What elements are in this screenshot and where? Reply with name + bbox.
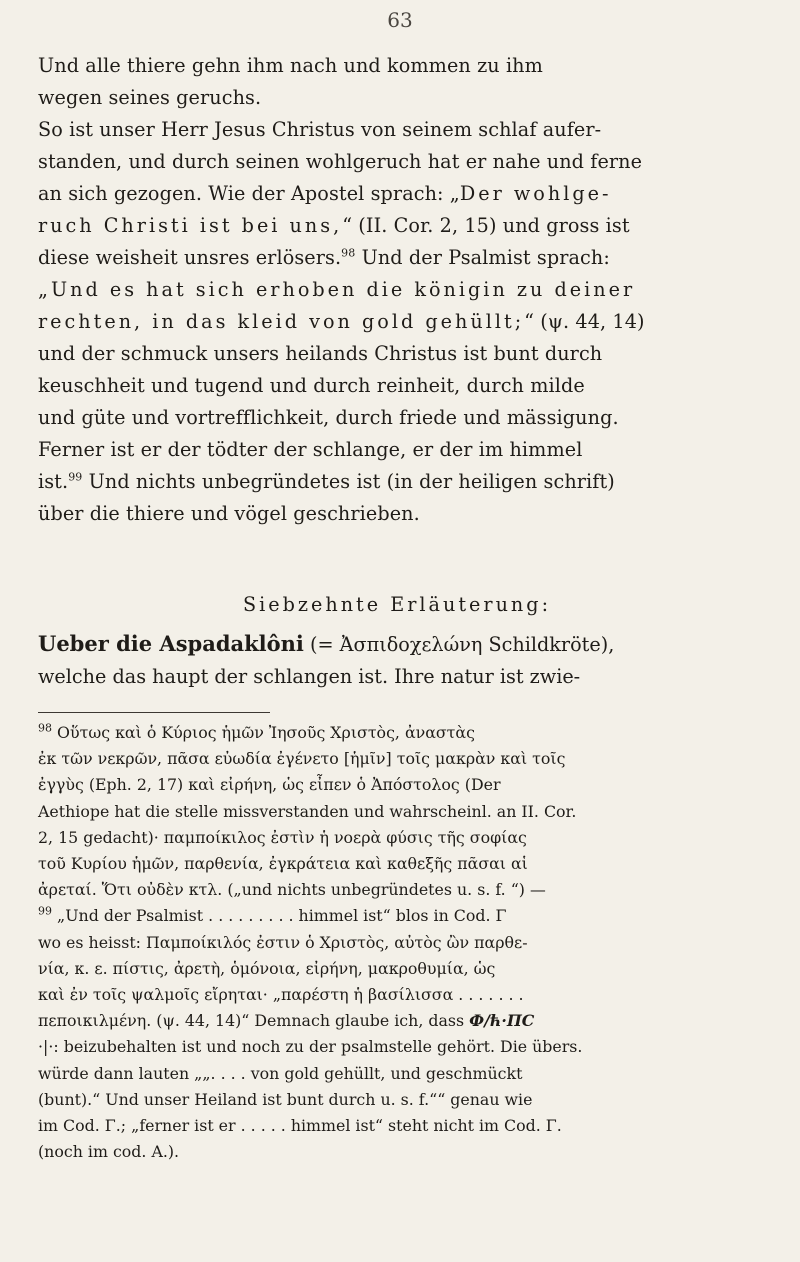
text-span: an sich gezogen. Wie der Apostel sprach: „ — [38, 182, 460, 205]
text-span: „Und der Psalmist . . . . . . . . . himmel ist“ blos in Cod. Γ — [52, 906, 507, 926]
text-line — [38, 114, 756, 146]
footnotes — [38, 720, 756, 1165]
footnote-number-99: 99 — [38, 905, 52, 919]
footnote-line — [38, 720, 756, 746]
text-line — [38, 274, 756, 306]
text-span: und der schmuck unsers heilands Christus ist bunt durch — [38, 342, 603, 365]
footnote-line: ἐκ τῶν νεκρῶν, πᾶσα εὐωδία ἐγένετο [ἡμῖν] τοῖς μακρὰν καὶ τοῖς — [38, 749, 566, 769]
spaced-quote: Der wohlge- — [459, 182, 612, 205]
text-line — [38, 434, 756, 466]
spaced-quote: „Und es hat sich erhoben die königin zu deiner — [38, 278, 636, 301]
text-line — [38, 242, 756, 274]
text-line — [38, 498, 756, 530]
footnote-line: καὶ ἐν τοῖς ψαλμοῖς εἴρηται· „παρέστη ἡ βασίλισσα . . . . . . . — [38, 985, 524, 1005]
footnote-line: ἐγγὺς (Eph. 2, 17) καὶ εἰρήνη, ὡς εἶπεν ὁ Ἀπόστολος (Der — [38, 775, 501, 795]
footnote-line: (noch im cod. A.). — [38, 1142, 180, 1162]
ethiopic-word: Ф/ћ·ПС — [469, 1011, 535, 1031]
footnote-line: Aethiope hat die stelle missverstanden und wahrscheinl. an II. Cor. — [38, 801, 577, 821]
text-span: Ferner ist er der tödter der schlange, er der im himmel — [38, 438, 583, 461]
text-line — [38, 146, 756, 178]
text-line — [38, 178, 756, 210]
text-span: und güte und vortrefflichkeit, durch friede und mässigung. — [38, 406, 619, 429]
text-span: diese weisheit unsres erlösers. — [38, 246, 342, 269]
footnote-line: τοῦ Κυρίου ἡμῶν, παρθενία, ἐγκράτεια καὶ καθεξῆς πᾶσαι αἱ — [38, 854, 528, 874]
footnote-line: im Cod. Γ.; „ferner ist er . . . . . himmel ist“ steht nicht im Cod. Γ. — [38, 1116, 562, 1136]
subheading-gloss: (= Ἀσπιδοχελώνη Schildkröte), — [303, 633, 615, 656]
subheading-line — [38, 628, 756, 661]
text-line — [38, 50, 756, 82]
text-line — [38, 370, 756, 402]
footnote-line: würde dann lauten „„. . . . von gold gehüllt, und geschmückt — [38, 1063, 523, 1083]
text-span: Und der Psalmist sprach: — [355, 246, 610, 269]
text-line — [38, 210, 756, 242]
text-line — [38, 306, 756, 338]
text-line — [38, 402, 756, 434]
footnote-line: 2, 15 gedacht)· παμποίκιλος ἐστὶν ἡ νοερὰ φύσις τῆς σοφίας — [38, 827, 527, 847]
text-span: Und alle thiere gehn ihm nach und kommen zu ihm — [38, 54, 543, 77]
subheading-title: Ueber die Aspadaklôni — [38, 631, 304, 656]
text-span: πεποικιλμένη. (ψ. 44, 14)“ Demnach glaube ich, dass — [38, 1011, 470, 1031]
footnote-divider — [38, 712, 270, 713]
section-subheading — [38, 628, 756, 693]
text-span: So ist unser Herr Jesus Christus von seinem schlaf aufer- — [38, 118, 602, 141]
subheading-line: welche das haupt der schlangen ist. Ihre natur ist zwie- — [38, 665, 581, 688]
footnote-ref-99: 99 — [68, 470, 83, 484]
text-span: “ (II. Cor. 2, 15) und gross ist — [342, 214, 630, 237]
page-number: 63 — [387, 8, 413, 32]
text-span: “ (ψ. 44, 14) — [524, 310, 645, 333]
footnote-line: wo es heisst: Παμποίκιλός ἐστιν ὁ Χριστὸς, αὐτὸς ὢν παρθε- — [38, 932, 528, 952]
text-line — [38, 82, 756, 114]
main-text — [38, 50, 756, 530]
text-line — [38, 338, 756, 370]
footnote-ref-98: 98 — [341, 246, 356, 260]
text-span: wegen seines geruchs. — [38, 86, 262, 109]
footnote-number-98: 98 — [38, 721, 52, 735]
footnote-line: νία, κ. ε. πίστις, ἀρετὴ, ὁμόνοια, εἰρήνη, μακροθυμία, ὡς — [38, 958, 496, 978]
spaced-quote: ruch Christi ist bei uns, — [38, 214, 343, 237]
text-span: Οὕτως καὶ ὁ Κύριος ἡμῶν Ἰησοῦς Χριστὸς, ἀναστὰς — [52, 723, 475, 742]
text-span: Und nichts unbegründetes ist (in der heiligen schrift) — [82, 470, 615, 493]
footnote-line: ἀρεταί. Ὅτι οὐδὲν κτλ. („und nichts unbegründetes u. s. f. “) — — [38, 880, 546, 900]
footnote-line — [38, 1008, 756, 1034]
text-span: keuschheit und tugend und durch reinheit, durch milde — [38, 374, 585, 397]
section-heading: Siebzehnte Erläuterung: — [242, 593, 552, 616]
footnote-line — [38, 903, 756, 929]
spaced-quote: rechten, in das kleid von gold gehüllt; — [38, 310, 525, 333]
text-span: ist. — [38, 470, 69, 493]
footnote-line: ·|·: beizubehalten ist und noch zu der psalmstelle gehört. Die übers. — [38, 1037, 583, 1057]
text-span: über die thiere und vögel geschrieben. — [38, 502, 420, 525]
footnote-line: (bunt).“ Und unser Heiland ist bunt durch u. s. f.““ genau wie — [38, 1089, 533, 1109]
text-line — [38, 466, 756, 498]
text-span: standen, und durch seinen wohlgeruch hat er nahe und ferne — [38, 150, 643, 173]
